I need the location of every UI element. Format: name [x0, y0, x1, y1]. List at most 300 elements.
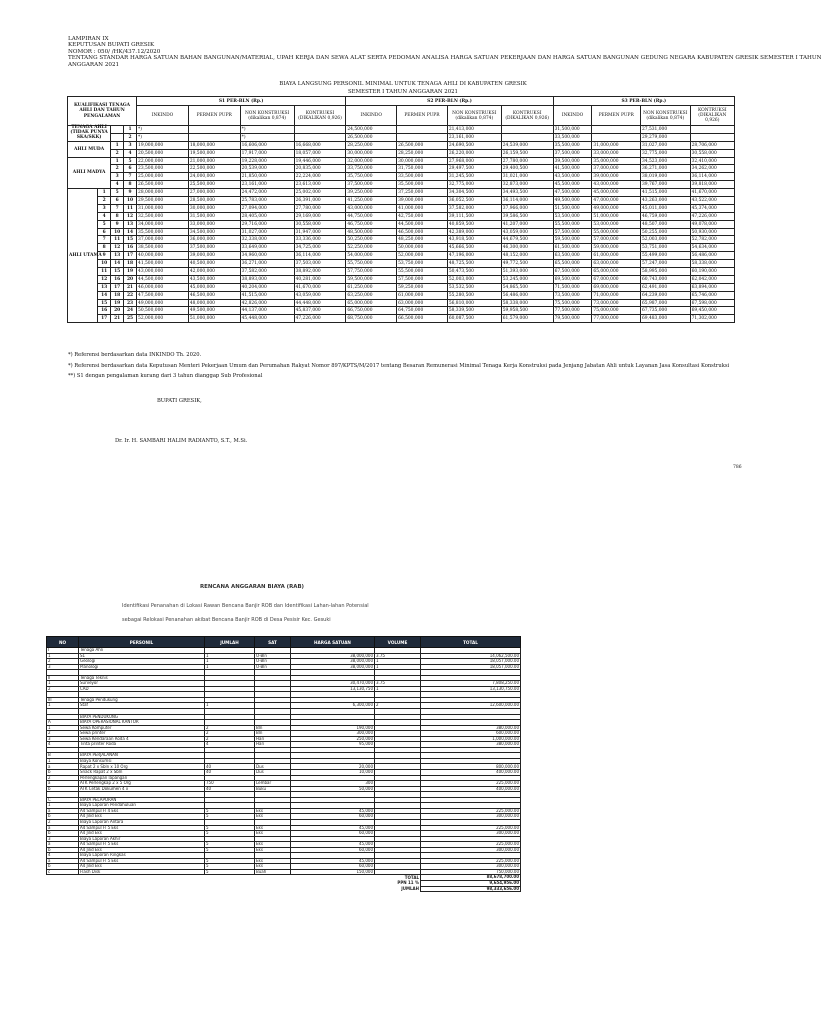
rab-cell: Flash Disk	[79, 869, 205, 875]
subhead: NON KONSTRUKSI (dikalikan 0,874)	[640, 106, 690, 126]
rab-cell: b	[47, 864, 79, 870]
table-cell: 32,338,000	[240, 236, 294, 244]
table-cell: 51,000,000	[188, 315, 240, 323]
rab-cell: Biaya Laporan Ringkas	[79, 853, 205, 859]
table-cell: 34,500,000	[188, 228, 240, 236]
table-cell: 52,000,000	[137, 315, 189, 323]
table-cell: 13	[124, 220, 137, 228]
rab-cell: A4 Jilid Eks	[79, 847, 205, 853]
rab-cell: 2	[205, 736, 255, 742]
table-cell: 11	[111, 236, 124, 244]
table-cell: 34,493,500	[501, 189, 553, 197]
table-cell: 37,000,000	[592, 165, 641, 173]
table-cell: 40,859,500	[447, 220, 501, 228]
table-cell: 25,500,000	[188, 181, 240, 189]
table-cell: 55,500,000	[553, 220, 592, 228]
rab-cell: Eks	[255, 814, 291, 820]
table-cell: 37,582,000	[447, 204, 501, 212]
table-cell: 69,483,000	[640, 315, 690, 323]
rab-cell: 2	[47, 819, 79, 825]
table-cell: 67,500,000	[553, 268, 592, 276]
table-row	[68, 299, 735, 307]
table-cell: 31,947,000	[294, 228, 346, 236]
rab-header: NO	[47, 637, 79, 648]
subhead: PERMEN PUPR	[397, 106, 448, 126]
table-cell: 59,500,000	[346, 275, 397, 283]
rab-cell: Staf	[79, 703, 205, 709]
table-cell: 13	[98, 283, 111, 291]
header-line: TENTANG STANDAR HARGA SATUAN BAHAN BANGUNAN/MATERIAL, UPAH KERJA DAN SEWA ALAT SERTA PEDOMAN ANALISA HARGA SATUAN PEKERJAAN DAN HARGA SATUAN BANGUNAN GEDUNG NEGARA KABUPATEN GRESIK SEMESTER I TAHUN	[68, 55, 821, 62]
table-cell: 19	[124, 268, 137, 276]
header-line: KEPUTUSAN BUPATI GRESIK	[68, 42, 155, 49]
table-cell: 65,500,000	[553, 260, 592, 268]
table-cell: 31,750,000	[397, 165, 448, 173]
rab-cell: 10,000	[291, 770, 375, 776]
table-cell: 20	[111, 307, 124, 315]
rab-cell: Eks	[255, 858, 291, 864]
rab-cell: Planologi	[79, 664, 205, 670]
rab-cell: Bln	[255, 725, 291, 731]
table-cell: 22,000,000	[137, 157, 189, 165]
table-cell: 3	[111, 173, 124, 181]
table-cell: 1	[111, 157, 124, 165]
table-cell: 49,000,000	[137, 299, 189, 307]
table-cell: 51,500,000	[553, 204, 592, 212]
header-line: LAMPIRAN IX	[68, 36, 109, 42]
table-cell: 26,500,000	[137, 181, 189, 189]
table-cell: 40,204,000	[240, 283, 294, 291]
rab-cell: 45,000	[291, 825, 375, 831]
table-cell: 64,750,000	[397, 307, 448, 315]
table-cell: 55,499,000	[640, 252, 690, 260]
rab-cell: 14,062,500.00	[421, 653, 521, 659]
table-cell: 42,389,000	[447, 228, 501, 236]
table-title-line-1: BIAYA LANGSUNG PERSONIL MINIMAL UNTUK TENAGA AHLI DI KABUPATEN GRESIK	[279, 81, 527, 87]
decree-header	[68, 36, 821, 68]
page-number: 786	[733, 465, 742, 470]
table-cell: 12	[124, 212, 137, 220]
table-cell: 51,393,000	[501, 268, 553, 276]
table-cell: 47,196,000	[447, 252, 501, 260]
rab-cell: 2	[205, 731, 255, 737]
table-cell	[501, 126, 553, 134]
table-cell: 26,500,000	[346, 133, 397, 141]
table-row	[68, 173, 735, 181]
table-cell: 36,271,000	[640, 165, 690, 173]
rab-cell: Sewa printer	[79, 731, 205, 737]
rab-cell: a	[47, 808, 79, 814]
table-title-line-2: SEMESTER I TAHUN ANGGARAN 2021	[347, 89, 458, 95]
table-cell: 46,750,000	[346, 220, 397, 228]
rab-cell: Biaya Laporan Pendahuluan	[79, 803, 205, 809]
table-cell: 31,500,000	[188, 212, 240, 220]
table-cell: 12	[111, 244, 124, 252]
table-cell: 65,987,000	[640, 299, 690, 307]
table-cell: 14	[98, 291, 111, 299]
table-cell: 43,000,000	[346, 204, 397, 212]
table-cell: 17	[124, 252, 137, 260]
table-cell: 22,224,000	[294, 173, 346, 181]
rab-cell: A	[47, 720, 79, 726]
table-cell: 57,000,000	[592, 236, 641, 244]
rab-cell: 2	[375, 703, 421, 709]
table-cell: 69,000,000	[592, 283, 641, 291]
table-cell: 54,000,000	[346, 252, 397, 260]
table-cell: 58,339,500	[447, 307, 501, 315]
table-cell: 21,850,000	[240, 173, 294, 181]
table-row	[68, 283, 735, 291]
rab-cell: A4 Jilid Eks	[79, 864, 205, 870]
table-cell: 48,250,000	[397, 236, 448, 244]
rab-title: RENCANA ANGGARAN BIAYA (RAB)	[200, 584, 305, 590]
table-cell: 62,491,000	[640, 283, 690, 291]
table-cell: 46,300,000	[501, 244, 553, 252]
table-cell: 37,500,000	[188, 244, 240, 252]
table-cell: 29,716,000	[240, 220, 294, 228]
rab-cell: 40	[205, 764, 255, 770]
table-cell: 25	[124, 315, 137, 323]
rab-cell: Eks	[255, 808, 291, 814]
table-cell: 61,000,000	[592, 252, 641, 260]
table-cell: 19	[111, 299, 124, 307]
table-cell: 37,250,000	[397, 189, 448, 197]
table-cell: 30,558,000	[690, 149, 734, 157]
table-cell: 17	[98, 315, 111, 323]
rab-cell: 2	[47, 659, 79, 665]
table-cell	[111, 133, 124, 141]
table-cell: 54,865,500	[501, 283, 553, 291]
table-cell: 63,500,000	[553, 252, 592, 260]
table-cell: 20	[124, 275, 137, 283]
rab-cell: a	[47, 842, 79, 848]
rab-cell: 60,000	[291, 864, 375, 870]
table-row	[68, 315, 735, 323]
rab-cell: a	[47, 858, 79, 864]
table-cell: 32,775,000	[640, 149, 690, 157]
subhead: KONTRUKSI (DIKALIKAN 0,926)	[690, 106, 734, 126]
rab-total-label: JUMLAH	[401, 885, 419, 891]
table-cell: 54,634,000	[690, 244, 734, 252]
table-cell: 23,161,000	[447, 133, 501, 141]
table-row	[68, 260, 735, 268]
table-cell: 16	[124, 244, 137, 252]
rab-cell: b	[47, 814, 79, 820]
table-cell: 39,000,000	[188, 252, 240, 260]
table-cell: 23,161,000	[240, 181, 294, 189]
table-cell: 27,780,000	[294, 204, 346, 212]
rab-cell: 4	[47, 742, 79, 748]
rab-cell: 18,057,000.00	[421, 664, 521, 670]
rab-cell: 95,000	[291, 742, 375, 748]
rab-cell: C	[47, 797, 79, 803]
table-cell: 66,500,000	[397, 315, 448, 323]
table-cell: 49,772,500	[501, 260, 553, 268]
table-cell: 31,000,000	[592, 141, 641, 149]
rab-cell: 4	[205, 742, 255, 748]
table-cell: 41,207,000	[501, 220, 553, 228]
rab-cell: 5	[205, 831, 255, 837]
table-cell: 73,500,000	[553, 291, 592, 299]
table-cell: 19,446,000	[294, 157, 346, 165]
table-cell: 57,247,000	[640, 260, 690, 268]
table-cell: 8	[111, 212, 124, 220]
table-cell: 44,750,000	[346, 212, 397, 220]
rab-total-label: TOTAL	[404, 874, 419, 880]
table-cell: 34,725,000	[294, 244, 346, 252]
table-cell: 37,000,000	[137, 236, 189, 244]
table-cell: 36,114,000	[501, 197, 553, 205]
table-cell: 29,500,000	[137, 197, 189, 205]
table-cell: 33,000,000	[592, 149, 641, 157]
table-cell: 16	[111, 275, 124, 283]
subhead: PERMEN PUPR	[592, 106, 641, 126]
table-cell: 35,500,000	[397, 181, 448, 189]
table-cell: 12	[98, 275, 111, 283]
table-cell: 49,000,000	[592, 204, 641, 212]
rab-cell: Perlengkapan lapangan	[79, 775, 205, 781]
rab-cell: 300	[291, 781, 375, 787]
rab-cell: Hari	[255, 736, 291, 742]
table-cell: 16,606,000	[240, 141, 294, 149]
header-line: NOMOR : 050/ /HK/437.12/2020	[68, 48, 161, 55]
table-cell: 40,281,000	[294, 275, 346, 283]
rab-cell: 60,000	[291, 847, 375, 853]
rab-cell: 38,000,000	[291, 653, 375, 659]
rab-cell: 40	[205, 770, 255, 776]
table-row	[68, 275, 735, 283]
table-row	[68, 204, 735, 212]
rab-cell: 1	[47, 758, 79, 764]
table-cell: 55,500,000	[397, 268, 448, 276]
rab-cell: 300,000.00	[421, 814, 521, 820]
table-cell: 15	[111, 268, 124, 276]
table-cell: 63,000,000	[397, 299, 448, 307]
table-row	[68, 165, 735, 173]
table-cell: 3	[124, 141, 137, 149]
rab-cell: A4 Sampul Fl 4 Eks	[79, 808, 205, 814]
rab-cell: 3	[47, 836, 79, 842]
table-cell: 43,059,000	[501, 228, 553, 236]
table-cell: *)	[240, 133, 294, 141]
table-cell: 5	[124, 157, 137, 165]
table-cell: 61,000,000	[397, 291, 448, 299]
table-cell: *)	[137, 126, 189, 134]
table-cell: 53,750,000	[397, 260, 448, 268]
table-cell: 47,226,000	[690, 212, 734, 220]
rab-cell: 225,000.00	[421, 858, 521, 864]
rab-cell: Biaya Laporan Antara	[79, 819, 205, 825]
subhead: INKINDO	[553, 106, 592, 126]
rab-cell: b	[47, 847, 79, 853]
table-cell: 71,000,000	[592, 291, 641, 299]
table-cell: 50,255,000	[640, 228, 690, 236]
table-cell: 31,021,000	[501, 173, 553, 181]
table-cell: 37,582,000	[240, 268, 294, 276]
table-cell: 44,448,000	[294, 299, 346, 307]
table-cell: 35,750,000	[346, 173, 397, 181]
table-cell: 32,775,000	[447, 181, 501, 189]
table-cell: 49,500,000	[188, 307, 240, 315]
table-cell: 52,003,000	[640, 236, 690, 244]
table-cell	[592, 133, 641, 141]
table-cell: 52,000,000	[397, 252, 448, 260]
table-cell: 1	[111, 141, 124, 149]
table-cell: 27,000,000	[188, 189, 240, 197]
table-cell: AHLI MUDA	[68, 141, 111, 157]
rab-cell: 1	[375, 659, 421, 665]
rab-cell: Lembar	[255, 781, 291, 787]
table-cell: 26,159,500	[501, 149, 553, 157]
subhead: INKINDO	[137, 106, 189, 126]
rab-cell: 2	[205, 725, 255, 731]
table-cell: 7	[111, 204, 124, 212]
rab-cell: 300,000.00	[421, 831, 521, 837]
table-cell: 75,500,000	[553, 299, 592, 307]
table-cell: 55,280,500	[447, 291, 501, 299]
table-cell	[690, 133, 734, 141]
table-cell: 58,338,000	[501, 299, 553, 307]
table-cell: 25,002,000	[294, 189, 346, 197]
table-cell: 45,011,000	[640, 204, 690, 212]
rab-cell: 45,000	[291, 842, 375, 848]
table-cell: 28,250,000	[346, 141, 397, 149]
table-cell: 34,262,000	[690, 165, 734, 173]
rab-cell: Sewa Kendaraan Roda 4	[79, 736, 205, 742]
rab-cell: III	[47, 697, 79, 703]
table-cell: 21	[124, 283, 137, 291]
table-cell: 49,500,000	[553, 197, 592, 205]
table-cell: 59,250,000	[397, 283, 448, 291]
table-cell: 39,250,000	[346, 189, 397, 197]
table-cell: 48,725,500	[447, 260, 501, 268]
table-cell: 50,473,500	[447, 268, 501, 276]
table-cell: 9	[111, 220, 124, 228]
table-cell: 60,190,000	[690, 268, 734, 276]
rab-subtitle-1: Identifikasi Penanahan di Lokasi Rawan Bencana Banjir ROB dan Identifikasi Lahan-lahan Potensial	[122, 603, 369, 609]
rab-cell: Surveyor	[79, 681, 205, 687]
table-cell: 14	[124, 228, 137, 236]
rab-cell: 6,300,000	[291, 703, 375, 709]
table-cell	[592, 126, 641, 134]
table-cell: 39,500,000	[553, 157, 592, 165]
signature-name: Dr. Ir. H. SAMBARI HALIM RADIANTO, S.T., M.Si.	[115, 438, 248, 444]
rab-cell: 225,000.00	[421, 781, 521, 787]
rab-cell: B	[47, 753, 79, 759]
table-cell: 45,000,000	[188, 283, 240, 291]
rab-total-value: 88,678,700.00	[421, 875, 521, 881]
rab-cell: Tenaga Ahli	[79, 648, 205, 654]
rab-cell: 190,000	[291, 725, 375, 731]
table-row	[68, 228, 735, 236]
rab-cell: 300,000.00	[421, 864, 521, 870]
table-cell: 9	[98, 252, 111, 260]
rab-cell: 750,000.00	[421, 869, 521, 875]
rab-cell: 45,000	[291, 808, 375, 814]
group-s1: S1 PER-BLN (Rp.)	[137, 97, 346, 106]
table-cell: 27,780,000	[501, 157, 553, 165]
table-cell: 31,000,000	[137, 204, 189, 212]
table-cell: 38,892,000	[294, 268, 346, 276]
rab-header: HARGA SATUAN	[291, 637, 375, 648]
rab-cell: 38,000,000	[291, 664, 375, 670]
table-cell: 25,783,000	[240, 197, 294, 205]
table-cell: 43,500,000	[553, 173, 592, 181]
table-cell: 29,279,000	[640, 133, 690, 141]
rab-cell: 750	[205, 781, 255, 787]
table-row	[68, 133, 735, 141]
footnotes	[68, 350, 729, 382]
rab-cell: 225,000.00	[421, 842, 521, 848]
table-cell	[397, 133, 448, 141]
table-cell: 44,500,000	[137, 275, 189, 283]
table-cell: 6	[111, 197, 124, 205]
table-cell: 2	[111, 165, 124, 173]
table-cell: 26,391,000	[294, 197, 346, 205]
rab-cell: 1	[47, 725, 79, 731]
table-cell: 46,500,000	[397, 228, 448, 236]
table-row	[68, 244, 735, 252]
table-cell: 46,759,000	[640, 212, 690, 220]
table-cell: 43,522,000	[690, 197, 734, 205]
rab-cell: ATK Perlengkap 2 x 5 Org	[79, 781, 205, 787]
subhead: NON KONSTRUKSI (dikalikan 0,874)	[240, 106, 294, 126]
table-cell: 59,958,500	[501, 307, 553, 315]
rab-total-value: 9,654,956.00	[421, 880, 521, 886]
rab-cell: I	[47, 648, 79, 654]
table-cell: 15	[124, 236, 137, 244]
rab-cell: 5	[205, 814, 255, 820]
subhead: NON KONSTRUKSI (dikalikan 0,874)	[447, 106, 501, 126]
table-cell: *)	[240, 126, 294, 134]
table-cell: 50,000,000	[397, 244, 448, 252]
table-cell: 52,782,000	[690, 236, 734, 244]
table-cell: 53,000,000	[592, 220, 641, 228]
table-row	[68, 181, 735, 189]
rab-cell: 1	[375, 686, 421, 692]
table-cell: 46,000,000	[137, 283, 189, 291]
rab-cell: ATK Cetak Dokumen 4 x	[79, 786, 205, 792]
table-cell: 56,486,000	[501, 291, 553, 299]
table-cell: 45,374,000	[690, 204, 734, 212]
table-cell: 44,679,500	[501, 236, 553, 244]
rab-cell: A4 Jilid Eks	[79, 814, 205, 820]
rab-cell: 225,000.00	[421, 825, 521, 831]
rab-cell: 20,000	[291, 764, 375, 770]
table-cell: 28,250,000	[397, 149, 448, 157]
table-cell: 27,968,000	[447, 157, 501, 165]
table-cell: 39,818,000	[690, 181, 734, 189]
table-cell: 31,027,000	[240, 228, 294, 236]
col-kualifikasi: KUALIFIKASI TENAGA AHLI DAN TAHUN PENGALAMAN	[68, 97, 137, 126]
table-cell: 25,000,000	[137, 173, 189, 181]
rab-cell: b	[47, 770, 79, 776]
rab-cell: O-Bln	[255, 653, 291, 659]
table-cell	[294, 126, 346, 134]
rab-total-spacer	[47, 886, 375, 892]
table-cell: 45,666,500	[447, 244, 501, 252]
rab-cell: 1	[205, 703, 255, 709]
rab-cell: 5	[205, 864, 255, 870]
rab-cell: a	[47, 781, 79, 787]
rab-cell: 30,470,000	[291, 681, 375, 687]
rab-header: JUMLAH	[205, 637, 255, 648]
rab-cell: 50,000	[291, 786, 375, 792]
table-cell: 41,000,000	[397, 204, 448, 212]
table-cell: 2	[124, 133, 137, 141]
rab-cell: 13,130,750	[291, 686, 375, 692]
table-cell: 56,810,000	[447, 299, 501, 307]
table-cell: 17,917,000	[240, 149, 294, 157]
